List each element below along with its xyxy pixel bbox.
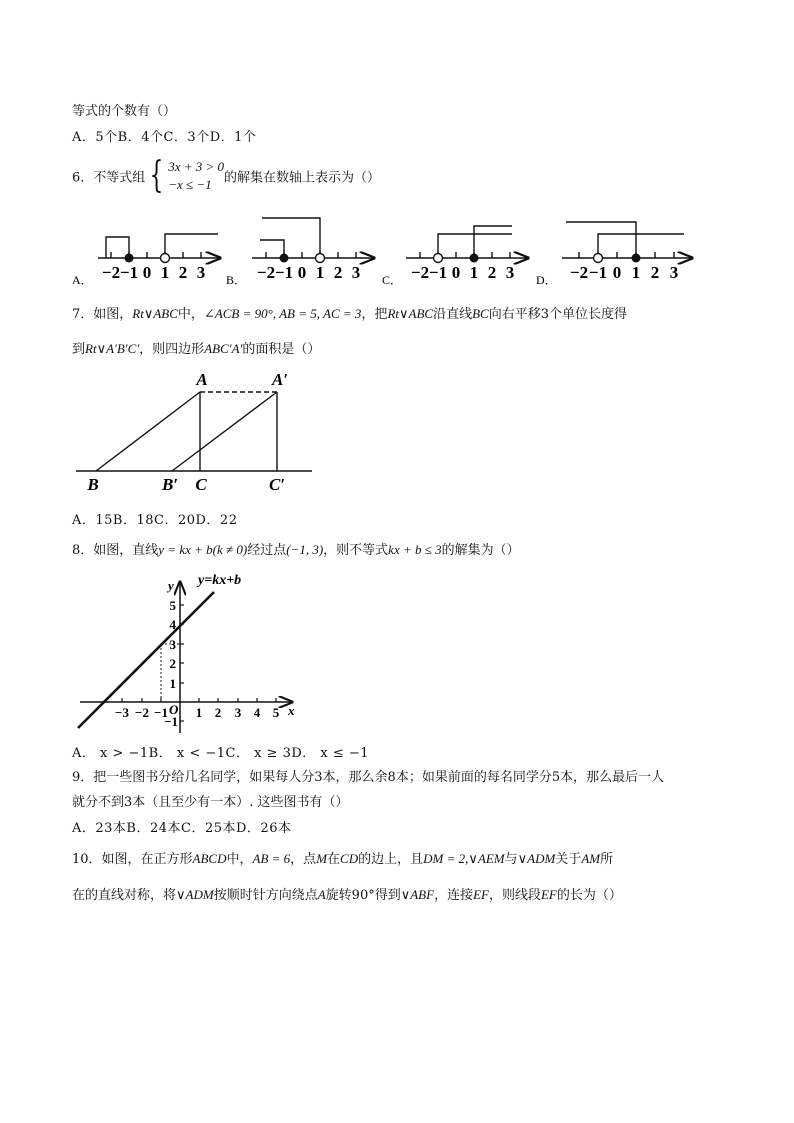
q8-ytick: 5 — [169, 598, 176, 613]
q10-text: 中， — [226, 852, 253, 867]
q10-text: ，点 — [290, 852, 317, 867]
q10-math: EF — [540, 887, 557, 902]
q7-text: 向右平移3个单位长度得 — [488, 307, 627, 322]
q10-text: 所 — [600, 852, 614, 867]
q10-math: AM — [581, 851, 601, 866]
q6-figure — [70, 212, 700, 292]
q8-ytick: 2 — [169, 656, 176, 671]
q7-figure — [72, 364, 318, 498]
q6-d-tick: 2 — [650, 263, 660, 282]
q6-d-tick: 3 — [669, 263, 679, 282]
q6-ineq1: 3x + 3 > 0 — [168, 159, 225, 174]
q10-text: 的长为（） — [556, 888, 622, 903]
q10-text: ，则线段 — [488, 888, 541, 903]
q10-math: M — [316, 851, 328, 866]
q6-pre: 6．不等式组 — [72, 170, 146, 186]
q8-figure — [72, 568, 304, 738]
q8-stem — [72, 539, 520, 558]
q6-c-tick: 3 — [505, 263, 515, 282]
q6-label-b: B． — [226, 273, 247, 287]
q8-ytick: 3 — [169, 637, 176, 652]
q7-text: 到 — [72, 342, 86, 357]
q10-text: 在的直线对称，将 — [72, 888, 177, 903]
q8-xtick: 2 — [214, 705, 222, 720]
q9-options: A．23本B．24本C．25本D．26本 — [72, 821, 292, 836]
q6-c-tick: 2 — [487, 263, 497, 282]
q6-b-tick: −1 — [274, 263, 294, 282]
q7-text: 中， — [177, 307, 204, 322]
q10-text: ，连接 — [434, 888, 474, 903]
q10-math: DM = 2,∨AEM — [423, 851, 505, 866]
q5-stem-tail: 等式的个数有（） — [72, 104, 177, 119]
q7-options: A．15B．18C．20D．22 — [72, 513, 238, 528]
q6-d-tick: −1 — [588, 263, 608, 282]
q8-xtick: 1 — [195, 705, 203, 720]
q6-d-tick: 0 — [612, 263, 622, 282]
q6-a-tick: 3 — [196, 263, 206, 282]
q7-text: ，把 — [361, 307, 388, 322]
q6-stem — [72, 155, 381, 196]
q10-math: ∨ADM — [176, 887, 214, 902]
q7-math: Rt∨A′B′C′ — [85, 341, 140, 356]
q6-a-tick: 1 — [160, 263, 170, 282]
q8-xtick: 4 — [253, 705, 261, 720]
q10-text: 与 — [504, 852, 518, 867]
q7-math: Rt∨ABC — [387, 306, 434, 321]
q8-axis-x: x — [288, 703, 295, 718]
q6-b-tick: 1 — [315, 263, 325, 282]
q7-text: 沿直线 — [433, 307, 473, 322]
q6-ineq2: −x ≤ −1 — [168, 177, 212, 192]
q6-a-tick: 0 — [142, 263, 152, 282]
q10-text: 在 — [327, 852, 341, 867]
q8-origin: O — [169, 702, 179, 717]
q5-options: A．5个B．4个C．3个D．1个 — [72, 130, 257, 145]
q10-text: 10．如图，在正方形 — [72, 852, 193, 867]
q9-stem-line2: 就分不到3本（且至少有一本）. 这些图书有（） — [72, 795, 349, 810]
q8-axis-y: y — [168, 578, 174, 593]
q8-ytick: 4 — [169, 617, 176, 632]
q6-b-tick: 0 — [297, 263, 307, 282]
q8-text: 的解集为（） — [441, 543, 520, 558]
q6-d-tick: 1 — [631, 263, 641, 282]
q6-b-tick: −2 — [256, 263, 276, 282]
q6-b-tick: 3 — [351, 263, 361, 282]
q6-option-d-numberline — [536, 222, 692, 287]
q8-math: y = kx + b(k ≠ 0) — [158, 542, 248, 557]
q7-text: 的面积是（） — [242, 342, 321, 357]
q6-c-tick: 0 — [451, 263, 461, 282]
q7-point-c-prime: C′ — [268, 475, 286, 494]
q6-c-tick: −2 — [410, 263, 430, 282]
q6-post: 的解集在数轴上表示为（） — [224, 170, 381, 186]
q10-math: AB = 6 — [252, 851, 291, 866]
q10-stem-line1 — [72, 848, 613, 867]
q9-stem-line1: 9．把一些图书分给几名同学，如果每人分3本，那么余8本；如果前面的每名同学分5本，那么最后一人 — [72, 770, 665, 785]
q7-math: ABC′A′ — [204, 341, 243, 356]
q7-point-a: A — [196, 370, 208, 389]
q6-a-tick: −2 — [101, 263, 121, 282]
q8-options: A． x > −1B． x < −1C． x ≥ 3D． x ≤ −1 — [72, 746, 370, 761]
q8-xtick: 3 — [234, 705, 242, 720]
q8-xtick: 5 — [272, 705, 280, 720]
q7-point-b-prime: B′ — [161, 475, 179, 494]
q7-math: ∠ACB = 90°, AB = 5, AC = 3 — [203, 306, 362, 321]
q7-text: ，则四边形 — [139, 342, 205, 357]
q6-d-tick: −2 — [569, 263, 589, 282]
q7-math: BC — [472, 306, 489, 321]
q10-text: 旋转90°得到 — [325, 888, 401, 903]
q10-math: ABCD — [192, 851, 227, 866]
q10-math: EF — [473, 887, 489, 902]
q10-math: CD — [340, 851, 359, 866]
q7-stem-line1 — [72, 303, 627, 322]
q8-xtick: −2 — [135, 705, 149, 720]
q6-system — [145, 155, 225, 196]
q7-stem-line2 — [72, 338, 320, 357]
q7-text: 7．如图， — [72, 307, 133, 322]
q8-xtick: −3 — [115, 705, 129, 720]
q6-label-d: D． — [536, 273, 557, 287]
q7-point-c: C — [195, 475, 207, 494]
q10-math: A — [317, 887, 326, 902]
q10-text: 关于 — [555, 852, 582, 867]
q6-option-a-numberline — [72, 234, 220, 287]
q8-line-label: y=kx+b — [198, 573, 242, 588]
q8-text: 8．如图，直线 — [72, 543, 159, 558]
q8-xtick: −1 — [154, 705, 168, 720]
q10-text: 的边上，且 — [358, 852, 424, 867]
q10-stem-line2 — [72, 884, 622, 903]
q10-math: ∨ABF — [400, 887, 435, 902]
q6-c-tick: −1 — [428, 263, 448, 282]
q8-text: ，则不等式 — [323, 543, 389, 558]
q6-a-tick: −1 — [119, 263, 139, 282]
q8-text: 经过点 — [247, 543, 287, 558]
q8-math: kx + b ≤ 3 — [388, 542, 442, 557]
q6-c-tick: 1 — [469, 263, 479, 282]
q7-point-b: B — [87, 475, 99, 494]
q8-ytick: −1 — [164, 714, 178, 729]
q6-b-tick: 2 — [333, 263, 343, 282]
q6-a-tick: 2 — [178, 263, 188, 282]
q8-math: (−1, 3) — [286, 542, 324, 557]
q6-label-a: A． — [72, 273, 93, 287]
q10-math: ∨ADM — [517, 851, 556, 866]
q8-ytick: 1 — [169, 676, 176, 691]
q6-option-c-numberline — [382, 226, 528, 287]
q7-point-a-prime: A′ — [271, 370, 289, 389]
q6-option-b-numberline — [226, 218, 374, 287]
q6-label-c: C． — [382, 273, 403, 287]
q7-math: Rt∨ABC — [132, 306, 178, 321]
q10-text: 按顺时针方向绕点 — [213, 888, 318, 903]
brace-icon: { — [149, 155, 164, 196]
